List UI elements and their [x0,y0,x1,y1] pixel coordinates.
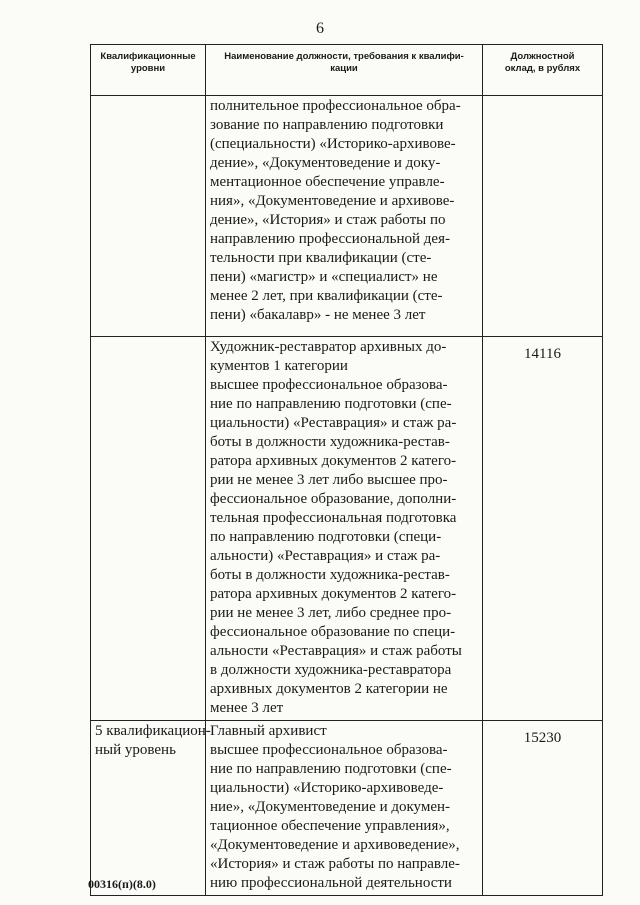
requirement-line: тационное обеспечение управления», [210,818,450,834]
qualification-table [90,44,603,896]
requirement-line: ние по направлению подготовки (спе- [210,396,452,412]
requirement-line: ние», «Документоведение и докумен- [210,799,451,815]
requirement-line: рии не менее 3 лет, либо среднее про- [210,605,452,621]
table-row [91,721,603,896]
requirement-line: архивных документов 2 категории не [210,681,448,697]
footer-document-code: 00316(п)(8.0) [88,877,156,891]
salary-cell: 14116 [483,337,603,721]
header-qualification-levels: Квалификационные уровни [91,45,206,96]
requirement-line: ментационное обеспечение управле- [210,174,445,190]
requirement-line: пени) «бакалавр» - не менее 3 лет [210,307,426,323]
requirement-line: тельная профессиональная подготовка [210,510,457,526]
header-position-requirements: Наименование должности, требования к квалифи- кации [206,45,483,96]
salary-cell: 15230 [483,721,603,896]
position-requirements-cell [206,337,483,721]
level-line: ный уровень [95,742,176,758]
requirement-line: кументов 1 категории [210,358,348,374]
salary-cell [483,96,603,337]
qualification-level-cell [91,721,211,896]
requirement-line: (специальности) «Историко-архивове- [210,136,456,152]
level-line: 5 квалификацион- [95,723,211,739]
header-salary: Должностной оклад, в рублях [483,45,603,96]
requirement-line: боты в должности художника-рестав- [210,567,450,583]
requirement-line: ние по направлению подготовки (спе- [210,761,452,777]
requirement-line: ратора архивных документов 2 катего- [210,586,457,602]
table-header-row [91,45,603,96]
requirement-line: ратора архивных документов 2 катего- [210,453,457,469]
requirement-line: полнительное профессиональное обра- [210,98,461,114]
requirement-line: дение», «История» и стаж работы по [210,212,446,228]
position-requirements-cell [206,721,483,896]
requirement-line: менее 3 лет [210,700,284,716]
requirement-line: фессиональное образование, дополни- [210,491,457,507]
requirement-line: рии не менее 3 лет либо высшее про- [210,472,448,488]
requirement-line: направлению профессиональной дея- [210,231,450,247]
requirement-line: боты в должности художника-рестав- [210,434,450,450]
requirement-line: Художник-реставратор архивных до- [210,339,447,355]
requirement-line: тельности при квалификации (сте- [210,250,432,266]
requirement-line: циальности) «Историко-архивоведе- [210,780,444,796]
requirement-line: высшее профессиональное образова- [210,377,448,393]
position-requirements-cell [206,96,483,337]
requirement-line: альности) «Реставрация» и стаж ра- [210,548,441,564]
requirement-line: «История» и стаж работы по направле- [210,856,460,872]
requirement-line: циальности) «Реставрация» и стаж ра- [210,415,457,431]
requirement-line: Главный архивист [210,723,327,739]
requirement-line: нию профессиональной деятельности [210,875,452,891]
qualification-level-cell [91,337,206,721]
requirement-line: дение», «Документоведение и доку- [210,155,441,171]
requirement-line: высшее профессиональное образова- [210,742,448,758]
requirement-line: альности «Реставрация» и стаж работы [210,643,462,659]
qualification-level-cell [91,96,206,337]
requirement-line: в должности художника-реставратора [210,662,452,678]
requirement-line: ния», «Документоведение и архивове- [210,193,455,209]
table-row [91,96,603,337]
requirement-line: менее 2 лет, при квалификации (сте- [210,288,443,304]
table-row [91,337,603,721]
requirement-line: фессиональное образование по специ- [210,624,456,640]
requirement-line: пени) «магистр» и «специалист» не [210,269,438,285]
page-number: 6 [316,20,324,37]
requirement-line: зование по направлению подготовки [210,117,444,133]
requirement-line: «Документоведение и архивоведение», [210,837,460,853]
requirement-line: по направлению подготовки (специ- [210,529,442,545]
